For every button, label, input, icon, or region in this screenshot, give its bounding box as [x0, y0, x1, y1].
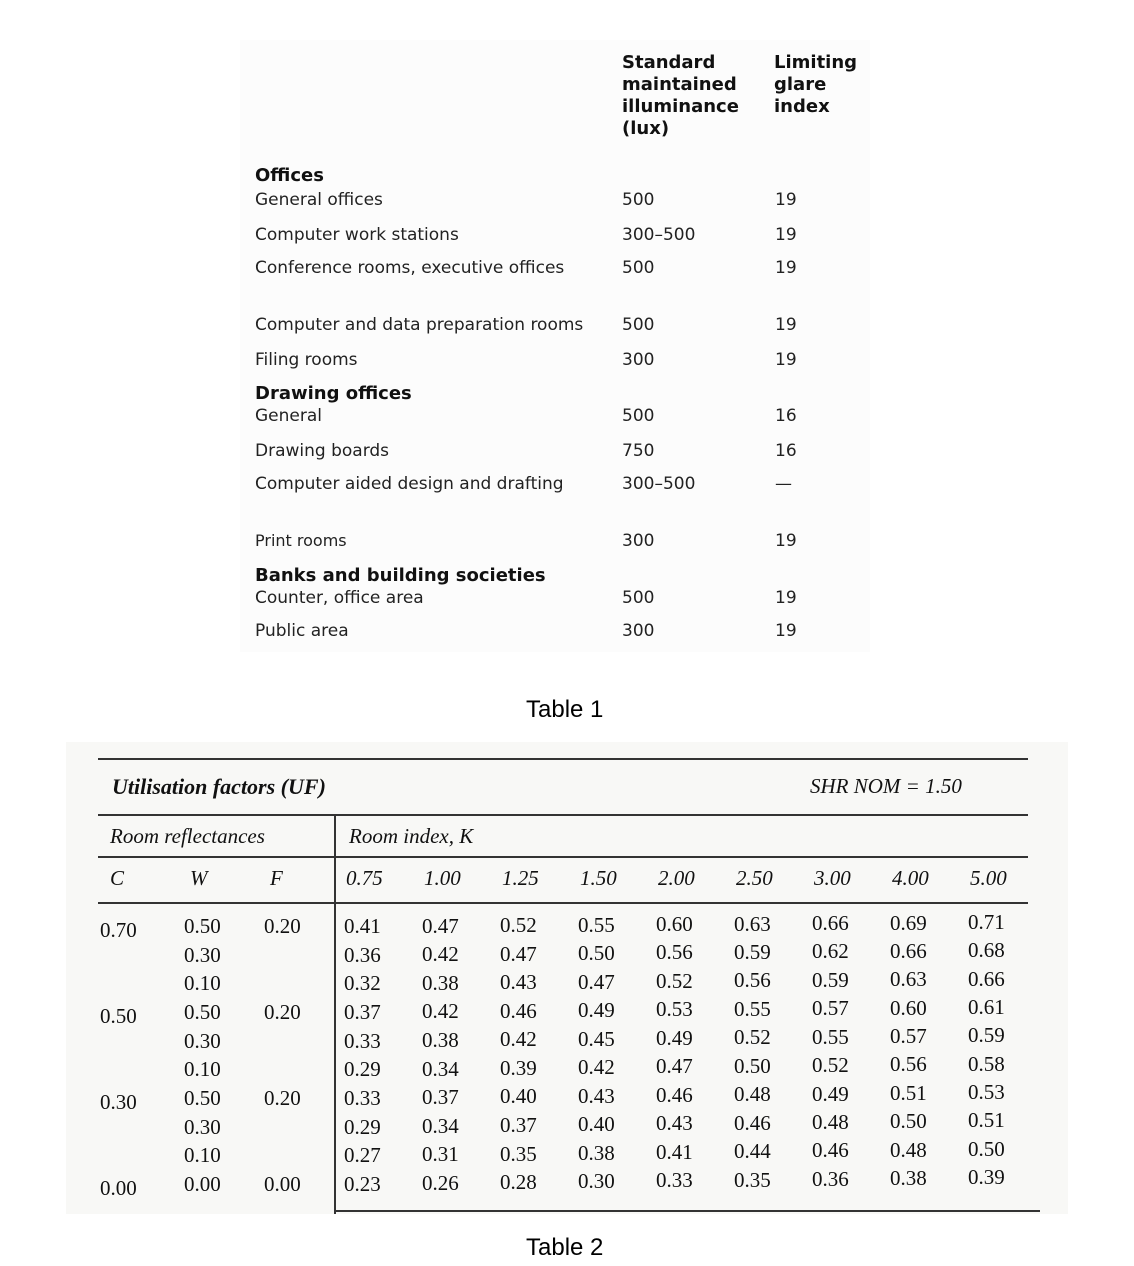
uf-value: 0.58 — [968, 1051, 1005, 1076]
uf-value: 0.38 — [578, 1140, 615, 1165]
glare-index-column-header: Limiting glare index — [774, 52, 858, 117]
illuminance-value: 300 — [622, 621, 655, 641]
uf-value: 0.50 — [578, 941, 615, 966]
reflectance-w: 0.30 — [184, 942, 221, 967]
uf-value: 0.51 — [890, 1080, 927, 1105]
uf-value: 0.52 — [656, 968, 693, 993]
reflectance-w: 0.30 — [184, 1114, 221, 1139]
illuminance-table — [240, 40, 870, 652]
uf-value: 0.34 — [422, 1056, 459, 1081]
room-index-header: 4.00 — [892, 866, 929, 890]
glare-value: 19 — [775, 621, 797, 641]
table-1-caption: Table 1 — [526, 696, 604, 723]
uf-value: 0.49 — [656, 1025, 693, 1050]
uf-value: 0.55 — [578, 912, 615, 937]
room-index-header: 2.00 — [658, 866, 695, 890]
reflectance-c: 0.70 — [100, 918, 137, 942]
uf-value: 0.39 — [968, 1165, 1005, 1190]
reflectance-f: 0.20 — [264, 914, 301, 938]
room-index-header: 1.25 — [502, 866, 539, 890]
uf-value: 0.48 — [734, 1082, 771, 1107]
reflectance-c: 0.50 — [100, 1003, 137, 1028]
uf-value: 0.52 — [812, 1053, 849, 1078]
uf-value: 0.36 — [344, 942, 381, 967]
uf-value: 0.43 — [578, 1083, 615, 1108]
uf-value: 0.47 — [656, 1054, 693, 1079]
reflectance-c: 0.00 — [100, 1175, 137, 1200]
uf-value: 0.66 — [812, 911, 849, 935]
uf-value: 0.46 — [500, 998, 537, 1023]
uf-value: 0.40 — [578, 1112, 615, 1137]
room-name: Drawing boards — [255, 441, 390, 461]
uf-value: 0.46 — [656, 1082, 693, 1107]
illuminance-value: 500 — [622, 406, 655, 426]
uf-value: 0.38 — [890, 1165, 927, 1190]
table-row — [255, 350, 855, 374]
reflectance-c: 0.30 — [100, 1089, 137, 1114]
uf-value: 0.27 — [344, 1143, 381, 1168]
uf-value: 0.55 — [812, 1024, 849, 1049]
uf-value: 0.43 — [656, 1111, 693, 1136]
uf-value: 0.41 — [656, 1139, 693, 1164]
illuminance-value: 500 — [622, 588, 655, 608]
header-rule — [98, 902, 1028, 904]
room-name: Public area — [255, 621, 349, 641]
reflectance-w: 0.10 — [184, 1057, 221, 1082]
uf-value: 0.56 — [890, 1052, 927, 1077]
illuminance-column-header: Standard maintained illuminance (lux) — [622, 52, 739, 139]
room-name: Computer and data preparation rooms — [255, 315, 584, 335]
uf-value: 0.49 — [578, 998, 615, 1023]
illuminance-value: 750 — [622, 441, 655, 461]
reflectance-w: 0.50 — [184, 1085, 221, 1110]
table-row — [255, 258, 855, 282]
uf-value: 0.38 — [422, 970, 459, 995]
table-row — [255, 621, 855, 645]
uf-value: 0.48 — [812, 1109, 849, 1134]
utilisation-factors-table — [66, 742, 1068, 1214]
uf-value: 0.37 — [500, 1112, 537, 1137]
uf-value: 0.66 — [968, 966, 1005, 991]
uf-value: 0.56 — [734, 968, 771, 993]
room-index-header: 3.00 — [814, 866, 851, 890]
uf-value: 0.29 — [344, 1057, 381, 1082]
glare-value: 19 — [775, 258, 797, 278]
uf-value: 0.71 — [968, 910, 1005, 934]
uf-value: 0.40 — [500, 1084, 537, 1109]
uf-value: 0.37 — [422, 1085, 459, 1110]
uf-value: 0.63 — [734, 911, 771, 936]
uf-value: 0.59 — [968, 1023, 1005, 1048]
glare-value: 19 — [775, 315, 797, 335]
illuminance-value: 300 — [622, 350, 655, 370]
uf-value: 0.31 — [422, 1142, 459, 1167]
illuminance-value: 300–500 — [622, 474, 696, 494]
reflectance-w: 0.50 — [184, 999, 221, 1024]
uf-value: 0.33 — [656, 1168, 693, 1193]
uf-value: 0.66 — [890, 938, 927, 963]
column-divider — [334, 816, 336, 1214]
room-name: Computer work stations — [255, 225, 459, 245]
reflectance-w: 0.10 — [184, 1143, 221, 1168]
uf-value: 0.60 — [656, 912, 693, 936]
uf-value: 0.38 — [422, 1027, 459, 1052]
glare-value: 19 — [775, 190, 797, 210]
uf-value: 0.59 — [734, 939, 771, 964]
uf-value: 0.35 — [500, 1141, 537, 1166]
uf-value: 0.51 — [968, 1108, 1005, 1133]
room-name: General — [255, 406, 322, 426]
uf-value: 0.52 — [734, 1025, 771, 1050]
shr-nom-label: SHR NOM = 1.50 — [810, 774, 962, 798]
table-row — [255, 531, 855, 555]
glare-value: 19 — [775, 588, 797, 608]
illuminance-value: 500 — [622, 315, 655, 335]
uf-value: 0.42 — [578, 1055, 615, 1080]
uf-value: 0.33 — [344, 1085, 381, 1110]
uf-value: 0.26 — [422, 1170, 459, 1195]
room-index-header: 2.50 — [736, 866, 773, 890]
uf-value: 0.57 — [890, 1024, 927, 1049]
uf-value: 0.37 — [344, 999, 381, 1024]
glare-value: 19 — [775, 531, 797, 551]
uf-value: 0.46 — [812, 1138, 849, 1163]
uf-value: 0.42 — [500, 1027, 537, 1052]
uf-value: 0.46 — [734, 1110, 771, 1135]
col-header-w: W — [190, 866, 208, 890]
uf-value: 0.68 — [968, 938, 1005, 963]
uf-value: 0.28 — [500, 1170, 537, 1195]
uf-value: 0.47 — [500, 941, 537, 966]
room-name: Conference rooms, executive offices — [255, 258, 565, 278]
uf-value: 0.57 — [812, 996, 849, 1021]
section-drawing-offices: Drawing offices — [255, 383, 412, 404]
room-name: General offices — [255, 190, 383, 210]
room-name: Print rooms — [255, 531, 347, 550]
table-row — [255, 474, 855, 498]
uf-value: 0.50 — [890, 1109, 927, 1134]
glare-value: 16 — [775, 441, 797, 461]
illuminance-value: 300–500 — [622, 225, 696, 245]
reflectance-w: 0.50 — [184, 914, 221, 938]
uf-value: 0.39 — [500, 1055, 537, 1080]
uf-value: 0.33 — [344, 1028, 381, 1053]
col-header-f: F — [270, 866, 283, 890]
reflectance-f: 0.00 — [264, 1171, 301, 1196]
uf-value: 0.36 — [812, 1166, 849, 1191]
col-header-c: C — [110, 866, 125, 890]
uf-value: 0.30 — [578, 1169, 615, 1194]
uf-value: 0.52 — [500, 913, 537, 937]
room-index-header: 5.00 — [970, 866, 1007, 890]
uf-value: 0.47 — [422, 913, 459, 938]
uf-value: 0.35 — [734, 1167, 771, 1192]
glare-value: 19 — [775, 225, 797, 245]
table-row — [255, 441, 855, 465]
uf-value: 0.63 — [890, 967, 927, 992]
illuminance-value: 500 — [622, 190, 655, 210]
room-index-header: 0.75 — [346, 866, 383, 890]
reflectance-w: 0.10 — [184, 971, 221, 996]
uf-value: 0.59 — [812, 967, 849, 992]
uf-value: 0.32 — [344, 971, 381, 996]
uf-value: 0.62 — [812, 939, 849, 964]
uf-value: 0.42 — [422, 942, 459, 967]
uf-value: 0.53 — [968, 1080, 1005, 1105]
table-row — [255, 190, 855, 214]
section-offices: Offices — [255, 165, 324, 186]
uf-value: 0.50 — [968, 1136, 1005, 1161]
uf-value: 0.44 — [734, 1139, 771, 1164]
uf-value: 0.53 — [656, 997, 693, 1022]
room-name: Computer aided design and drafting — [255, 474, 564, 494]
room-index-header: 1.50 — [580, 866, 617, 890]
table-row — [255, 225, 855, 249]
glare-value: — — [775, 474, 792, 494]
top-rule — [98, 758, 1028, 760]
table-row — [255, 315, 855, 339]
uf-value: 0.23 — [344, 1171, 381, 1196]
room-index-header: 1.00 — [424, 866, 461, 890]
table-row — [255, 406, 855, 430]
uf-value: 0.41 — [344, 914, 381, 938]
uf-value: 0.61 — [968, 995, 1005, 1020]
table-title: Utilisation factors (UF) — [112, 774, 326, 799]
uf-value: 0.69 — [890, 910, 927, 935]
glare-value: 19 — [775, 350, 797, 370]
uf-value: 0.34 — [422, 1113, 459, 1138]
section-banks: Banks and building societies — [255, 565, 546, 586]
illuminance-value: 500 — [622, 258, 655, 278]
illuminance-value: 300 — [622, 531, 655, 551]
room-index-label: Room index, K — [349, 824, 474, 848]
uf-value: 0.45 — [578, 1026, 615, 1051]
reflectance-f: 0.20 — [264, 999, 301, 1024]
room-reflectances-label: Room reflectances — [110, 824, 265, 848]
uf-value: 0.56 — [656, 940, 693, 965]
uf-value: 0.49 — [812, 1081, 849, 1106]
bottom-rule — [334, 1210, 1040, 1212]
room-name: Counter, office area — [255, 588, 424, 608]
table-row — [255, 588, 855, 612]
table-2-caption: Table 2 — [526, 1234, 604, 1261]
uf-value: 0.47 — [578, 969, 615, 994]
uf-value: 0.60 — [890, 995, 927, 1020]
uf-value: 0.55 — [734, 996, 771, 1021]
reflectance-f: 0.20 — [264, 1085, 301, 1110]
uf-value: 0.48 — [890, 1137, 927, 1162]
reflectance-w: 0.30 — [184, 1028, 221, 1053]
uf-value: 0.42 — [422, 999, 459, 1024]
subheader-rule — [98, 856, 1028, 858]
uf-value: 0.29 — [344, 1114, 381, 1139]
uf-value: 0.43 — [500, 970, 537, 995]
room-name: Filing rooms — [255, 350, 358, 370]
title-rule — [98, 814, 1028, 816]
reflectance-w: 0.00 — [184, 1171, 221, 1196]
uf-value: 0.50 — [734, 1053, 771, 1078]
glare-value: 16 — [775, 406, 797, 426]
